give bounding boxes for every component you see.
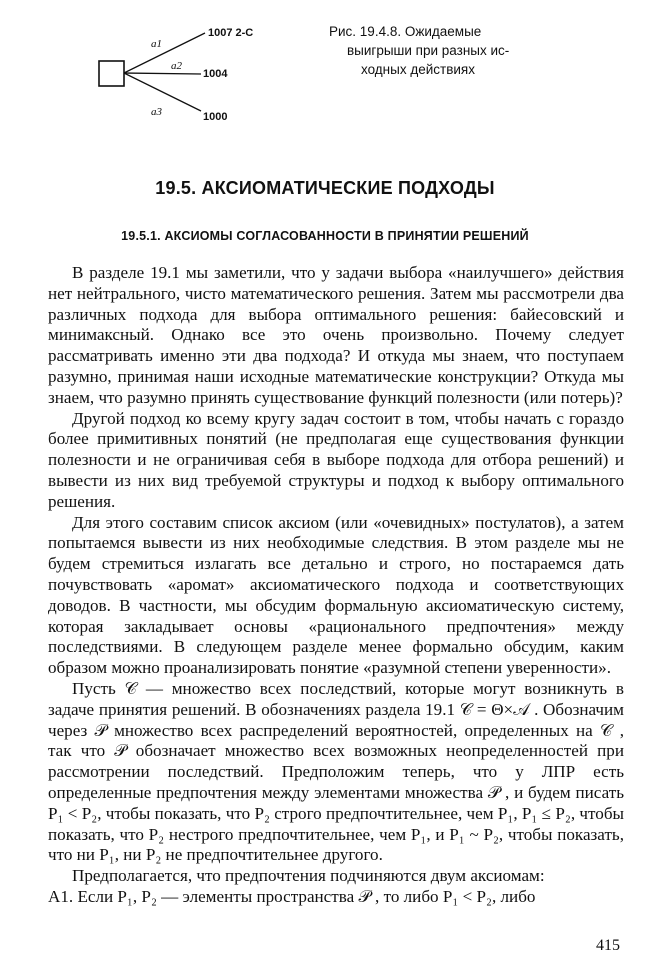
caption-line-2: выигрыши при разных ис- <box>347 43 510 58</box>
payoff-label-3: 1000 <box>203 111 228 123</box>
paragraph-1: В разделе 19.1 мы заметили, что у задачи выбора «наилучшего» действия нет нейтрального, чисто математического решения. Затем мы рассмотрели два различных подхода для выбора оптимального решения: байесовский и минимаксный. Однако все это очень произвольно. Почему следует рассматривать именно эти два подхода? И откуда мы знаем, что поступаем разумно, принимая наши исходные математические конструкции? Откуда мы знаем, что разумно принять существование функций полезности (или потерь)? <box>48 263 624 407</box>
decision-tree-figure <box>95 18 325 133</box>
branch-line-3 <box>124 73 201 111</box>
payoff-label-2: 1004 <box>203 68 228 80</box>
paragraph-2: Другой подход ко всему кругу задач состоит в том, чтобы начать с гораздо более примитивных понятий (не предполагая еще существования функции полезности и не ограничивая себя в выборе подхода для отбора решений) и вывести из них вид требуемой структуры и подход к выбору оптимального решения. <box>48 408 624 511</box>
page-number: 415 <box>596 937 620 954</box>
caption-line-3: ходных действиях <box>361 62 475 77</box>
paragraph-5: Предполагается, что предпочтения подчиняются двум аксиомам: <box>72 866 545 886</box>
decision-node <box>99 61 124 86</box>
body-text <box>48 263 624 908</box>
branch-label-a2: a2 <box>171 60 182 72</box>
branch-label-a3: a3 <box>151 106 162 118</box>
paragraph-3: Для этого составим список аксиом (или «очевидных» постулатов), а затем попытаемся вывести из них необходимые следствия. В этом разделе мы не будем стремиться излагать все детально и строго, но постараемся дать почувствовать «аромат» аксиоматического подхода и соответствующих доводов. В частности, мы обсудим формальную аксиоматическую систему, которая закладывает основы «рационального предпочтения» между последствиями. В следующем разделе менее формально обсудим, каким образом можно проанализировать понятие «разумной степени уверенности». <box>48 512 624 678</box>
figure-caption <box>329 22 559 79</box>
payoff-label-1: 1007 2-C <box>208 27 254 39</box>
branch-line-2 <box>124 73 201 74</box>
paragraph-axiom-a1: А1. Если P₁, P₂ — элементы пространства 𝒫 , то либо P₁ < P₂, либо <box>48 886 536 906</box>
branch-label-a1: a1 <box>151 38 162 50</box>
subsection-title: 19.5.1. АКСИОМЫ СОГЛАСОВАННОСТИ В ПРИНЯТИИ РЕШЕНИЙ <box>121 229 529 243</box>
section-title: 19.5. АКСИОМАТИЧЕСКИЕ ПОДХОДЫ <box>155 178 495 198</box>
paragraph-4: Пусть 𝒞 — множество всех последствий, которые могут возникнуть в задаче принятия решений. В обозначениях раздела 19.1 𝒞 = Θ×𝒜 . Обозначим через 𝒫 множество всех распределений вероятностей, определенных на 𝒞 , так что 𝒫 обозначает множество всех возможных неопределенностей при рассмотрении последствий. Предположим теперь, что у ЛПР есть определенные предпочтения между элементами множества 𝒫 , и будем писать P₁ < P₂, чтобы показать, что P₂ строго предпочтительнее, чем P₁, P₁ ≤ P₂, чтобы показать, что P₂ нестрого предпочтительнее, чем P₁, и P₁ ~ P₂, чтобы показать, что ни P₁, ни P₂ не предпочтительнее другого. <box>48 678 624 865</box>
branch-line-1 <box>124 33 205 73</box>
caption-line-1: Рис. 19.4.8. Ожидаемые <box>329 24 482 39</box>
